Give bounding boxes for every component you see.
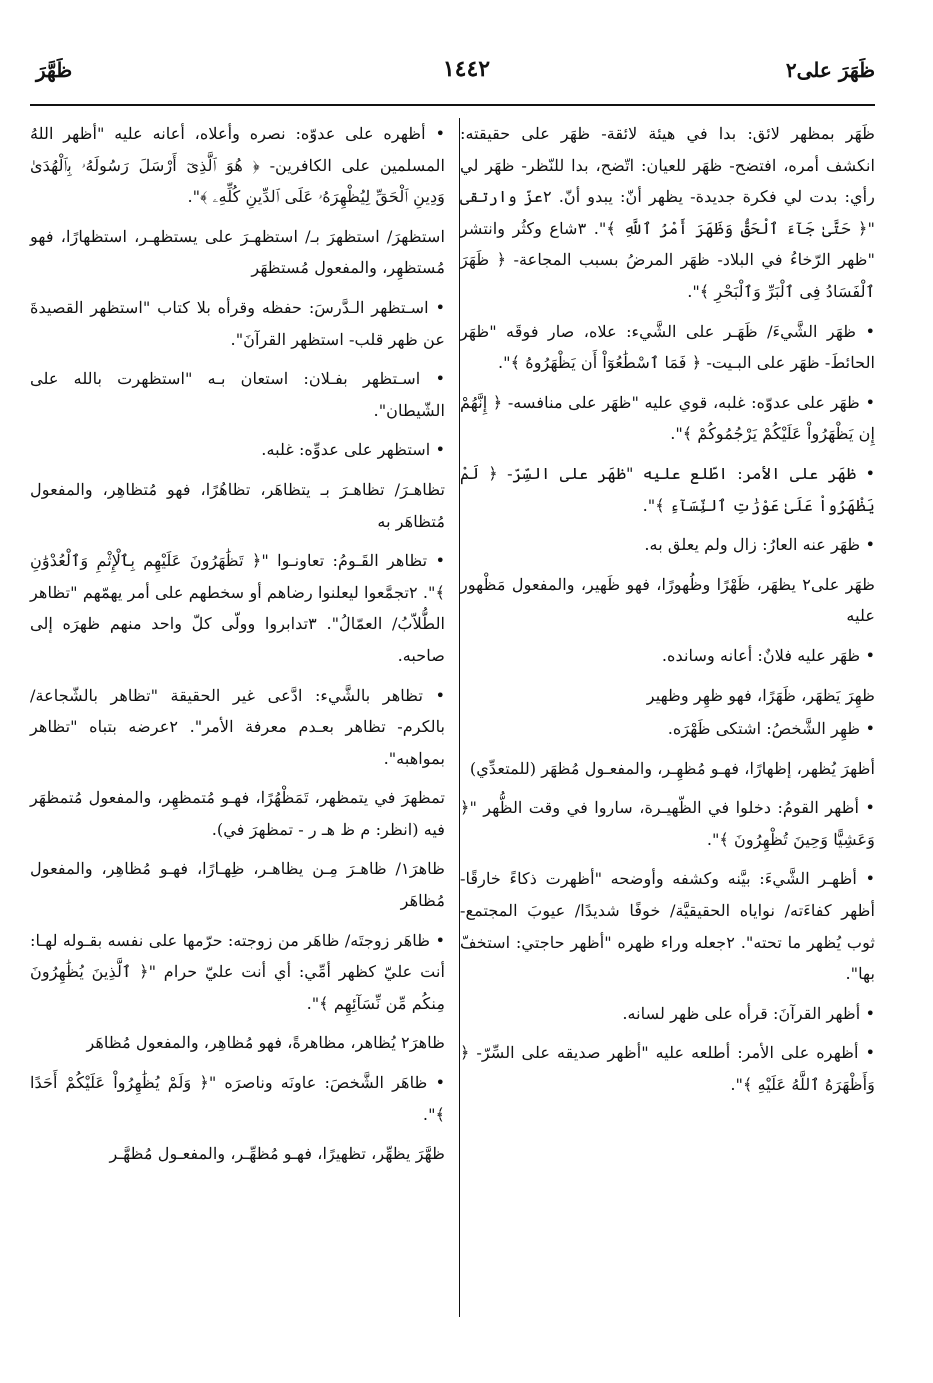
entry-paragraph: • استظهر على عدوِّه: غلبه. — [261, 440, 445, 460]
page-header — [30, 52, 903, 98]
left-column — [30, 118, 445, 1178]
entry-paragraph: • أظهر القومُ: دخلوا في الظّهيـرة، ساروا في وقت الظُّهر "﴿ وَعَشِيًّا وَحِينَ تُظْهِرُونَ ﴾". — [460, 798, 875, 849]
entry-paragraph: • تظاهر القَـومُ: تعاونـوا "﴿ تَظَٰهَرُونَ عَلَيْهِم بِٱلْإِثْمِ وَٱلْعُدْوَٰنِ ﴾". ٢تجمَّعوا ليعلنوا رضاهم أو سخطهم على أمر يهمّهم "تظاهر الطُّلاّبُ/ العمّالُ". ٣تدابروا وولّى كلّ واحد منهم ظهرَه إلى صاحبه. — [30, 551, 445, 665]
headword-line: ظاهرَ٢ يُظاهر، مظاهرةً، فهو مُظاهِر، والمفعول مُظاهَر — [86, 1033, 445, 1053]
guide-word-right: ظَهَرَ على٢ — [785, 58, 875, 82]
entry-paragraph: • أظهره على عدوّه: نصره وأعلاه، أعانه عليه "أظهر اللهُ المسلمين على الكافرين- ﴿ هُوَ ٱلَّذِىٓ أَرْسَلَ رَسُولَهُۥ بِٱلْهُدَىٰ وَدِينِ ٱلْحَقِّ لِيُظْهِرَهُۥ عَلَى ٱلدِّينِ كُلِّهِۦ ﴾". — [30, 124, 445, 207]
entry-paragraph: • اسـتظهر بفـلان: استعان بـه "استظهرت بالله على الشّيطان". — [30, 369, 445, 420]
entry-paragraph: • ظهَر عنه العارُ: زال ولم يعلق به. — [644, 535, 875, 555]
guide-word-left: ظَهَّرَ — [36, 58, 73, 82]
headword-line: تمظهرَ في يتمظهر، تَمَظْهُرًا، فهـو مُتمظهِر، والمفعول مُتمظهَر فيه (انظر: م ظ هـ ر - تمظهرَ في). — [30, 788, 445, 839]
entry-paragraph: • ظهَر عليه فلانٌ: أعانه وسانده. — [661, 645, 875, 665]
entry-paragraph: • أظهره على الأمر: أطلعه عليه "أظهر صديقه على السِّرّ- ﴿ وَأَظْهَرَهُ ٱللَّهُ عَلَيْهِ ﴾". — [460, 1043, 875, 1095]
headword-line: ظهَر على٢ يظهَر، ظَهْرًا وظُهورًا، فهو ظَهير، والمفعول مَظْهور عليه — [460, 574, 875, 626]
headword-line: استظهرَ/ استظهرَ بـ/ استظهـرَ على يستظهـر، استظهارًا، فهو مُستظهِر، والمفعول مُستظهَر — [30, 226, 445, 278]
headword-line: ظهَّرَ يظهِّر، تظهيرًا، فهـو مُظهِّـر، والمفعـول مُظهَّـر — [109, 1144, 445, 1164]
entry-paragraph: • أظهـر الشَّيءَ: بيَّنه وكشفه وأوضحه "أظهرت ذكاءً خارقًا- أظهر كفاءَته/ نواياه الحقيقيَّة/ خوفًا شديدًا/ عيوبَ المجتمع- ثوب يُظهر ما تحته". ٢جعله وراء ظهره "أظهر حاجتي: استخفّ بها". — [460, 869, 875, 984]
headword-line: أظهرَ يُظهر، إظهارًا، فهـو مُظهِـر، والمفعـول مُظهَر (للمتعدِّي) — [469, 758, 875, 778]
entry-paragraph: • ظهَر على عدوّه: غلبه، قوي عليه "ظهَر على منافسه- ﴿ إِنَّهُمْ إِن يَظْهَرُواْ عَلَيْكُمْ يَرْجُمُوكُمْ ﴾". — [460, 392, 875, 444]
entry-paragraph: • تظاهر بالشَّيء: ادَّعى غير الحقيقة "تظاهر بالشّجاعة/ بالكرم- تظاهر بعـدم معرفة الأمر". ٢عرضه بتباه "تظاهر بمواهبه". — [30, 685, 446, 768]
entry-paragraph: • ظهَر الشَّيءَ/ ظَهَـر على الشَّيء: علاه، صار فوقَه "ظهَر الحائطَ- ظهَر على البـيت- ﴿ فَمَا ٱسْطَٰعُوٓاْ أَن يَظْهَرُوهُ ﴾". — [460, 321, 875, 373]
entry-paragraph: • ظهَر على الأمر: اطّلع عليه "ظهَر على السِّرّ- ﴿ لَمْ يَظْهَرُواْ عَلَىٰ عَوْرَٰتِ ٱلنِّسَآءِ ﴾". — [460, 463, 875, 515]
entry-paragraph: • ظاهَر الشَّخصَ: عاونَه وناصرَه "﴿ وَلَمْ يُظَٰهِرُواْ عَلَيْكُمْ أَحَدًا ﴾". — [30, 1073, 445, 1124]
entry-paragraph: • اسـتظهر الـدَّرسَ: حفظه وقرأه بلا كتاب "استظهر القصيدةَ عن ظهر قلب- استظهر القرآنَ". — [30, 297, 445, 349]
headword-line: ظاهرَ١/ ظاهـرَ مِـن يظاهـر، ظِهـارًا، فهـو مُظاهِر، والمفعول مُظاهَر — [30, 859, 445, 911]
headword-line: تظاهـرَ/ تظاهـرَ بـ يتظاهَر، تظاهُرًا، فهو مُتظاهِر، والمفعول مُتظاهَر به — [30, 479, 445, 531]
entry-paragraph: • ظاهَر زوجتَه/ ظاهَر من زوجته: حرّمها على نفسه بقـوله لهـا: أنت عليّ كظهر أمِّي: أي أنت عليّ حرام "﴿ ٱلَّذِينَ يُظَٰهِرُونَ مِنكُم مِّن نِّسَآئِهِم ﴾". — [30, 930, 445, 1013]
entry-paragraph: ظَهَر بمظهر لائق: بدا في هيئة لائقة- ظهَر على حقيقته: انكشف أمره، افتضح- ظهَر للعيان: اتّضح، بدا للنّظر- ظهَر لي رأي: بدت لي فكرة جديدة- يظهر أنّ: يبدو أنّ. ٢عزّ وارتقى "﴿ حَتَّىٰ جَآءَ ٱلْحَقُّ وَظَهَرَ أَمْرُ ٱللَّهِ ﴾". ٣شاع وكثُر وانتشر "ظهر الرّخاءُ في البلاد- ظهَر المرضُ بسبب المجاعة- ﴿ ظَهَرَ ٱلْفَسَادُ فِى ٱلْبَرِّ وَٱلْبَحْرِ ﴾". — [460, 124, 875, 301]
entry-paragraph: • ظهِر الشَّخصُ: اشتكى ظَهْرَه. — [667, 719, 875, 739]
entry-paragraph: • أظهر القرآنَ: قرأه على ظهر لسانه. — [622, 1003, 875, 1023]
header-rule — [30, 104, 875, 106]
page-number: ١٤٤٢ — [442, 56, 491, 82]
right-column — [460, 118, 875, 1109]
headword-line: ظهِرَ يَظهَر، ظَهَرًا، فهو ظهِر وظهير — [646, 685, 875, 705]
